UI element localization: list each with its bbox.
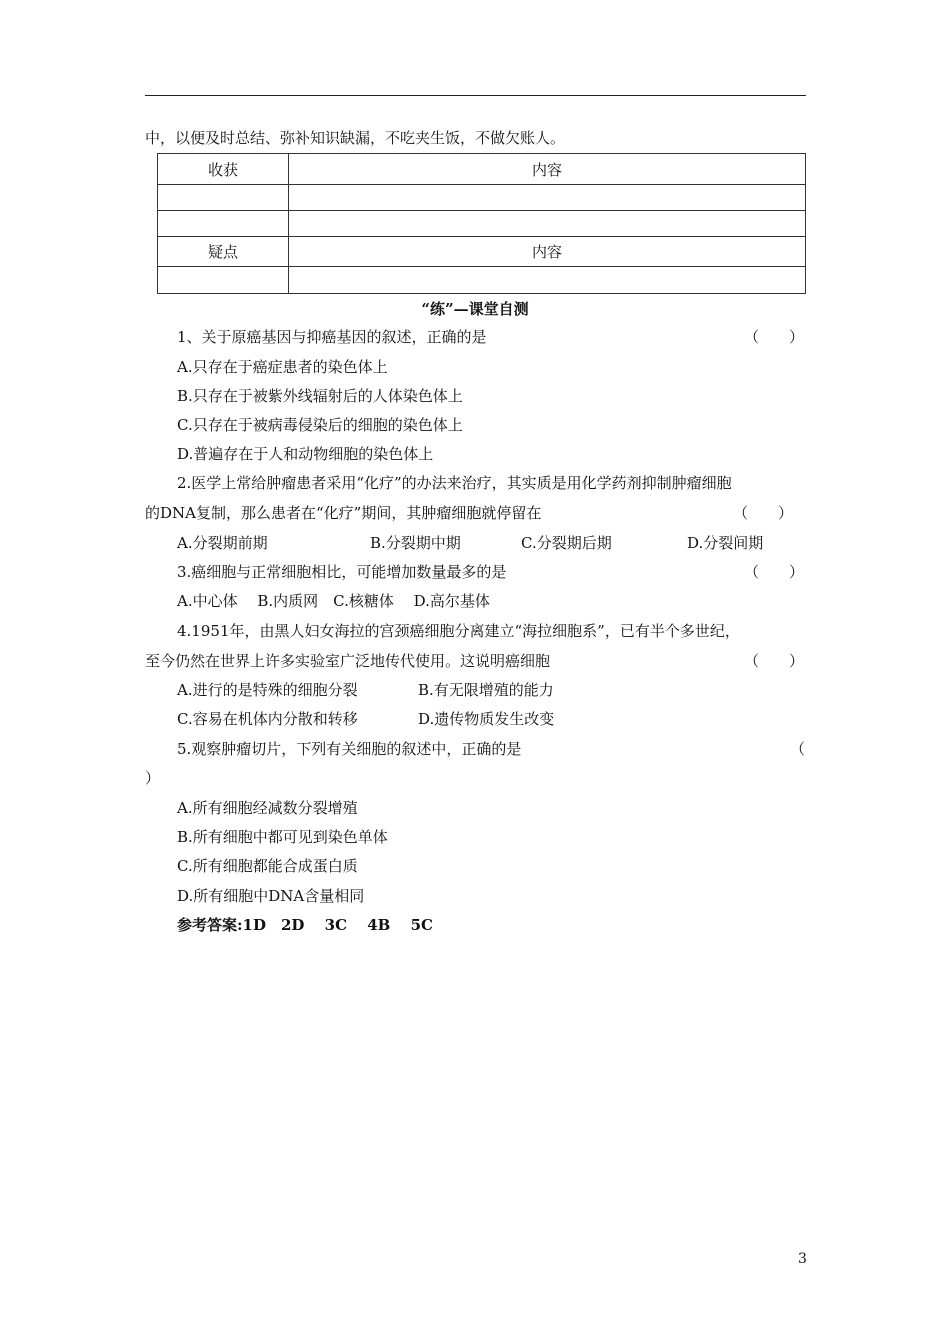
q5-option-b: B.所有细胞中都可见到染色单体 xyxy=(177,828,388,846)
content-header: 内容 xyxy=(289,154,806,185)
q5-stem: 5.观察肿瘤切片，下列有关细胞的叙述中，正确的是 xyxy=(177,740,522,758)
table-row xyxy=(158,185,806,211)
q4-option-b: B.有无限增殖的能力 xyxy=(418,681,554,699)
q2-option-d: D.分裂间期 xyxy=(687,534,764,552)
section-title: “练”—课堂自测 xyxy=(421,300,529,318)
table-row xyxy=(158,267,806,294)
q4-option-a: A.进行的是特殊的细胞分裂 xyxy=(177,681,358,699)
q5-paren-open: （ xyxy=(790,740,806,758)
q1-answer-paren: （ ） xyxy=(744,328,805,346)
q5-option-d: D.所有细胞中DNA含量相同 xyxy=(177,887,365,905)
q1-option-d: D.普遍存在于人和动物细胞的染色体上 xyxy=(177,445,434,463)
q1-option-a: A.只存在于癌症患者的染色体上 xyxy=(177,358,388,376)
q5-paren-close: ） xyxy=(145,769,161,787)
q2-stem-line2: 的DNA复制，那么患者在“化疗”期间，其肿瘤细胞就停留在 xyxy=(145,504,542,522)
content-header: 内容 xyxy=(289,237,806,267)
q2-option-c: C.分裂期后期 xyxy=(521,534,612,552)
q4-stem-line1: 4.1951年，由黑人妇女海拉的宫颈癌细胞分离建立“海拉细胞系”，已有半个多世纪， xyxy=(177,622,740,640)
q3-stem: 3.癌细胞与正常细胞相比，可能增加数量最多的是 xyxy=(177,563,507,581)
header-rule xyxy=(145,95,806,96)
gains-table xyxy=(157,153,806,294)
q3-answer-paren: （ ） xyxy=(744,563,805,581)
q2-answer-paren: （ ） xyxy=(733,504,794,522)
table-row xyxy=(158,211,806,237)
q2-option-a: A.分裂期前期 xyxy=(177,534,268,552)
q3-options: A.中心体 B.内质网 C.核糖体 D.高尔基体 xyxy=(177,592,490,610)
q1-stem: 1、关于原癌基因与抑癌基因的叙述，正确的是 xyxy=(177,328,487,346)
q5-option-a: A.所有细胞经减数分裂增殖 xyxy=(177,799,358,817)
table-row xyxy=(158,154,806,185)
q4-stem-line2: 至今仍然在世界上许多实验室广泛地传代使用。这说明癌细胞 xyxy=(145,652,551,670)
table-row xyxy=(158,237,806,267)
gains-header: 收获 xyxy=(158,154,289,185)
q4-option-c: C.容易在机体内分散和转移 xyxy=(177,710,358,728)
q1-option-c: C.只存在于被病毒侵染后的细胞的染色体上 xyxy=(177,416,463,434)
reference-answers: 参考答案:1D 2D 3C 4B 5C xyxy=(177,916,433,934)
q2-stem-line1: 2.医学上常给肿瘤患者采用“化疗”的办法来治疗，其实质是用化学药剂抑制肿瘤细胞 xyxy=(177,474,732,492)
q5-option-c: C.所有细胞都能合成蛋白质 xyxy=(177,857,358,875)
q1-option-b: B.只存在于被紫外线辐射后的人体染色体上 xyxy=(177,387,463,405)
q2-option-b: B.分裂期中期 xyxy=(370,534,461,552)
page-number: 3 xyxy=(798,1251,807,1267)
q4-option-d: D.遗传物质发生改变 xyxy=(418,710,555,728)
q4-answer-paren: （ ） xyxy=(744,652,805,670)
intro-text: 中，以便及时总结、弥补知识缺漏，不吃夹生饭，不做欠账人。 xyxy=(145,129,566,147)
doubts-header: 疑点 xyxy=(158,237,289,267)
